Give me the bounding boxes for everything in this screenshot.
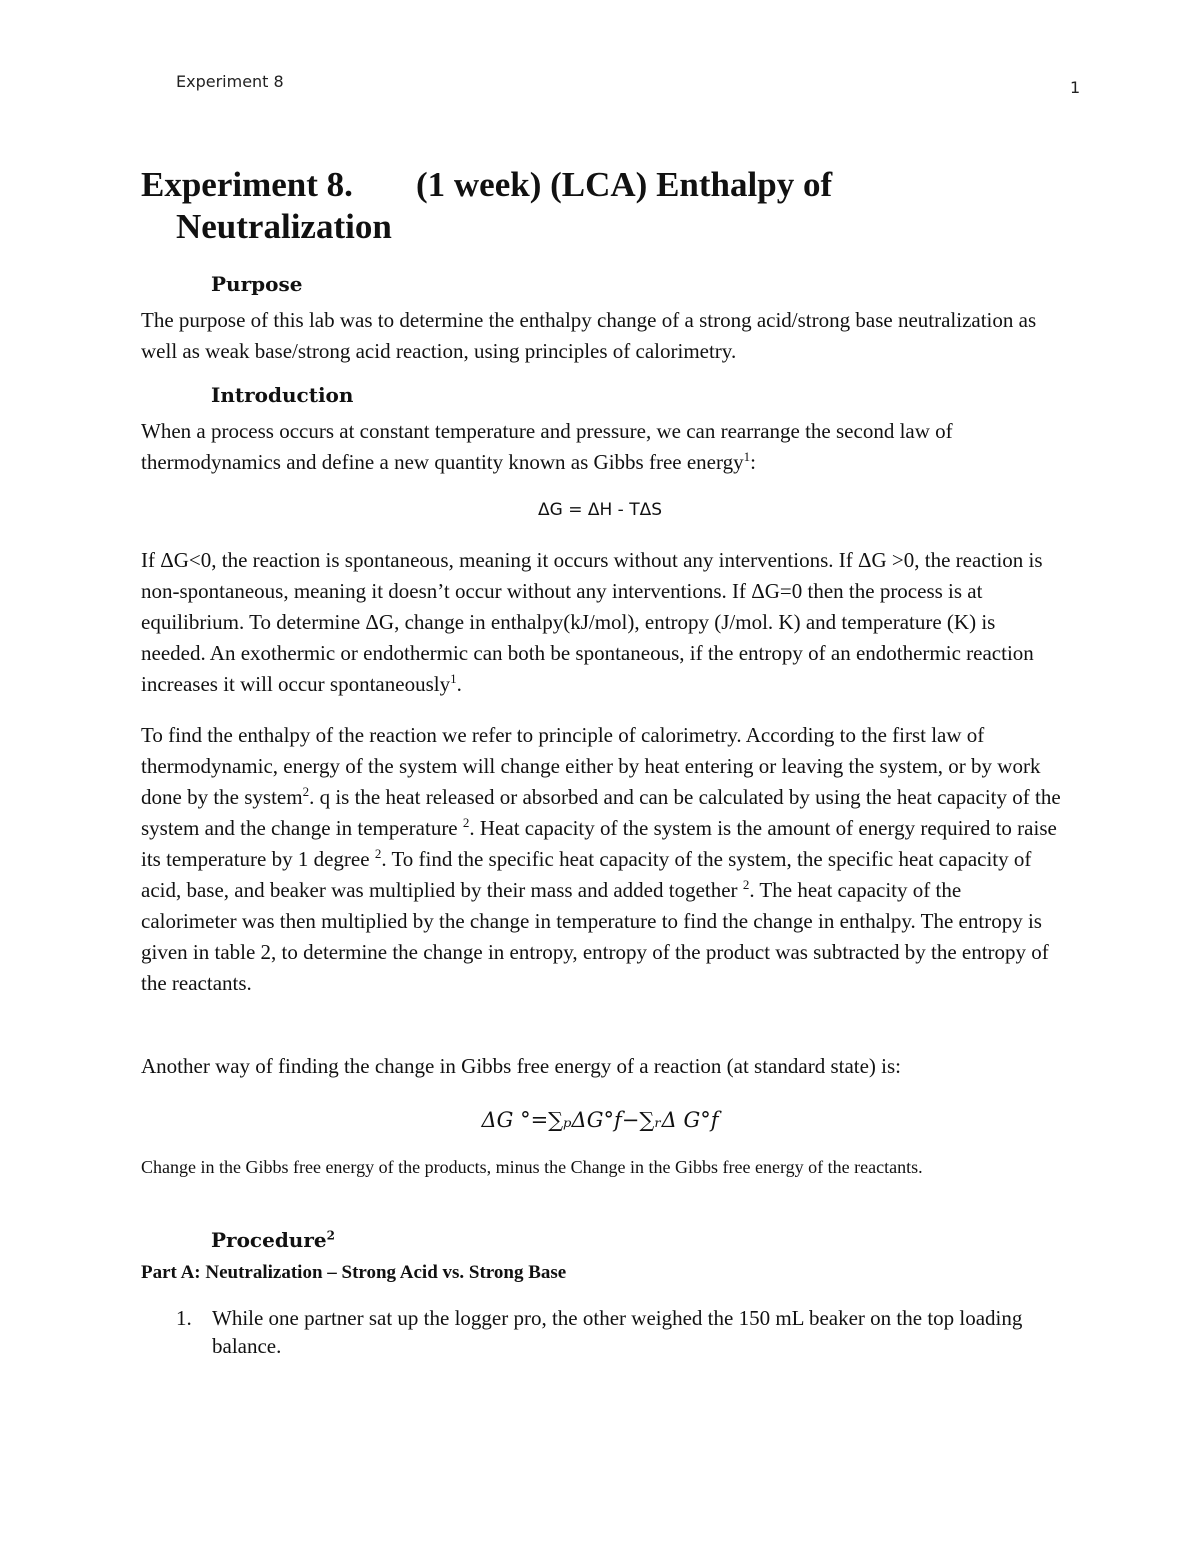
intro-paragraph-5: Change in the Gibbs free energy of the products, minus the Change in the Gibbs free energy of the reactants. (141, 1157, 923, 1177)
intro-paragraph-4: Another way of finding the change in Gibbs free energy of a reaction (at standard state) is: (141, 1054, 902, 1078)
document-title (141, 164, 1041, 248)
purpose-heading: Purpose (211, 272, 303, 296)
title-line-2: Neutralization (176, 207, 392, 246)
intro-paragraph-3: To find the enthalpy of the reaction we refer to principle of calorimetry. According to the first law of thermodynamic, energy of the system will change either by heat entering or leaving the system, or by work done by the system$^2$. q is the heat released or absorbed and can be calculated by using the heat capacity of the system and the change in temperature $^2$. Heat capacity of the system is the amount of energy required to raise its temperature by 1 degree $^2$. To find the specific heat capacity of the system, the specific heat capacity of acid, base, and beaker was multiplied by their mass and added together $^2$. The heat capacity of the calorimeter was then multiplied by the change in temperature to find the change in enthalpy. The entropy is given in table 2, to determine the change in entropy, entropy of the product was subtracted by the entropy of the reactants. (141, 723, 1061, 995)
step-number: 1. (176, 1306, 192, 1330)
gibbs-equation: ΔG = ΔH - TΔS (537, 500, 662, 520)
procedure-heading: Procedure$^2$ (211, 1228, 335, 1252)
step-text: While one partner sat up the logger pro, the other weighed the 150 mL beaker on the top loading balance. (212, 1306, 1023, 1358)
introduction-heading: Introduction (211, 383, 354, 407)
running-header: Experiment 8 (176, 72, 284, 91)
intro-paragraph-2: If ΔG<0, the reaction is spontaneous, meaning it occurs without any interventions. If ΔG >0, the reaction is non-spontaneous, meaning it doesn’t occur without any interventions. If ΔG=0 then the process is at equilibrium. To determine ΔG, change in enthalpy(kJ/mol), entropy (J/mol. K) and temperature (K) is needed. An exothermic or endothermic can both be spontaneous, if the entropy of an endothermic reaction increases it will occur spontaneously$^1$. (141, 548, 1043, 696)
purpose-text: The purpose of this lab was to determine the enthalpy change of a strong acid/strong base neutralization as well as weak base/strong acid reaction, using principles of calorimetry. (141, 308, 1037, 363)
gibbs-standard-equation: ΔG °=∑ₚΔG°f−∑ᵣΔ G°f (481, 1108, 719, 1132)
title-part-2: (1 week) (LCA) Enthalpy of (416, 165, 833, 204)
title-part-1: Experiment 8. (141, 165, 353, 204)
part-a-heading: Part A: Neutralization – Strong Acid vs. Strong Base (141, 1262, 567, 1283)
intro-paragraph-1: When a process occurs at constant temperature and pressure, we can rearrange the second law of thermodynamics and define a new quantity known as Gibbs free energy$^1$: (141, 419, 953, 474)
page-number: 1 (1070, 78, 1081, 97)
